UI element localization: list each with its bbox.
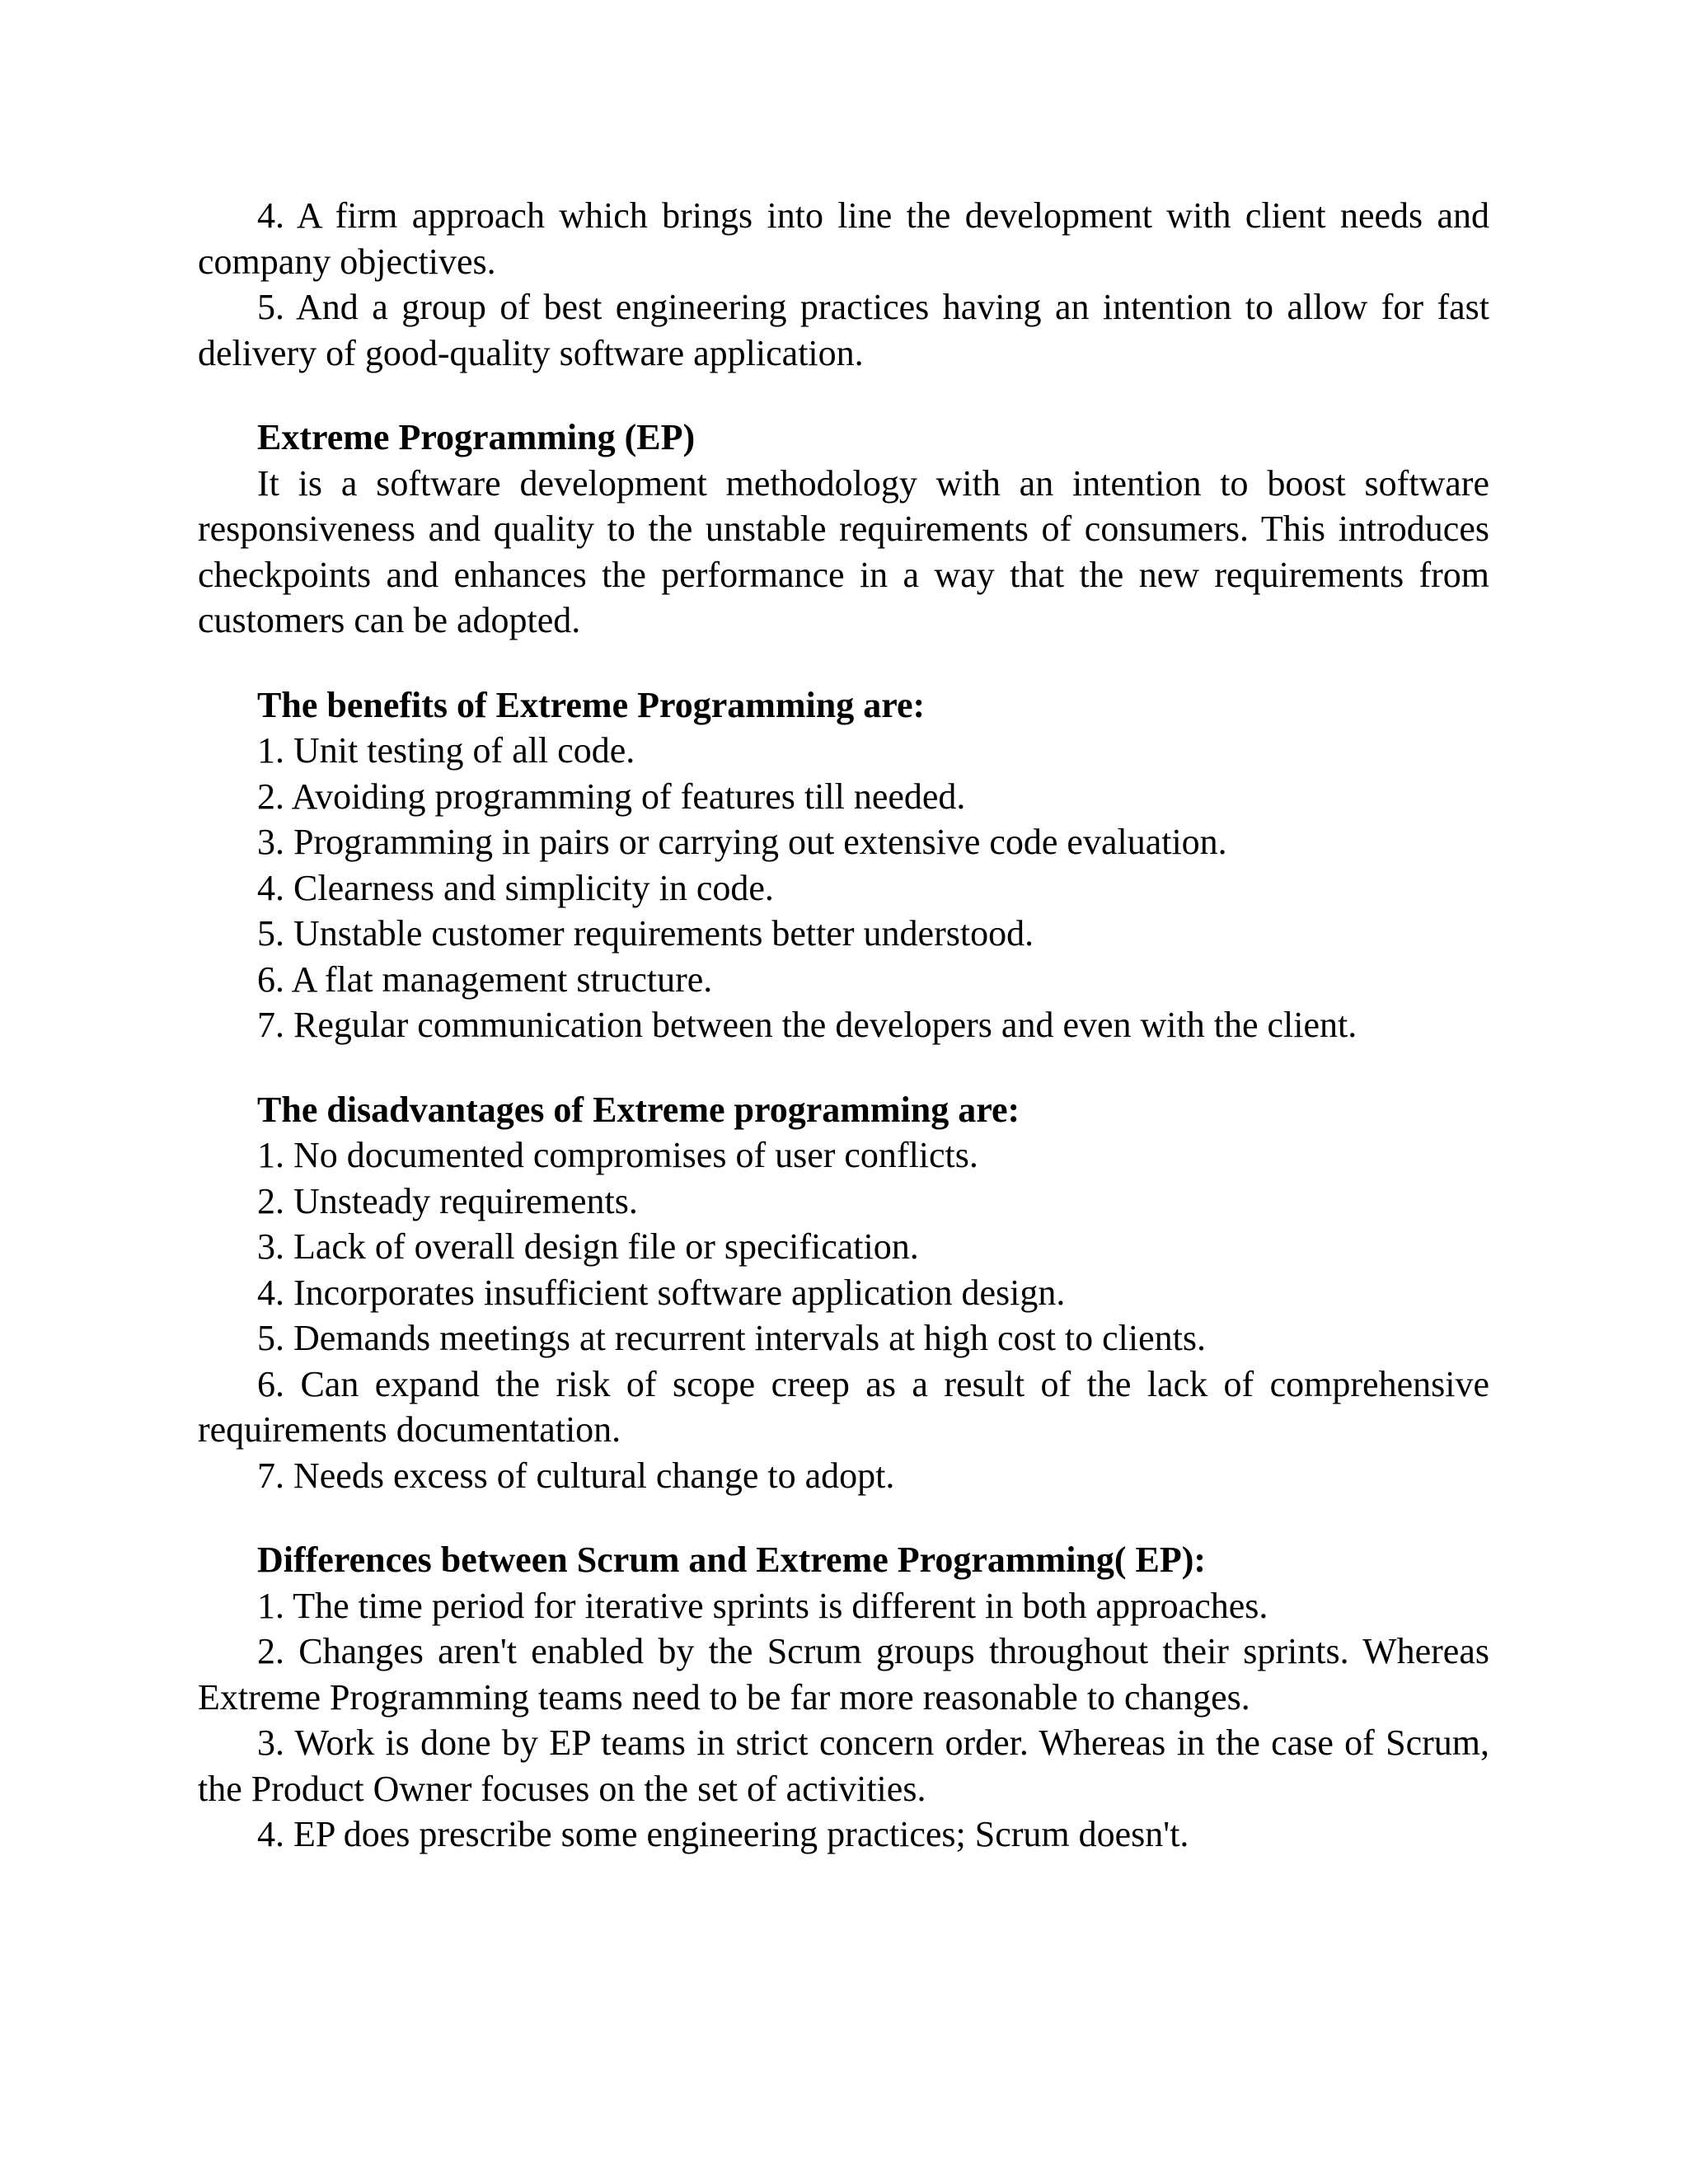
difference-item: 1. The time period for iterative sprints is different in both approaches.: [257, 1585, 1268, 1626]
benefit-item: 1. Unit testing of all code.: [257, 730, 635, 771]
intro-item: 5. And a group of best engineering practices having an intention to allow for fast delivery of good-quality software application.: [198, 287, 1489, 373]
benefit-item: 5. Unstable customer requirements better understood.: [257, 913, 1034, 954]
difference-item: 3. Work is done by EP teams in strict concern order. Whereas in the case of Scrum, the Product Owner focuses on the set of activities.: [198, 1722, 1489, 1809]
section-gap: [198, 1048, 1489, 1087]
ep-body: It is a software development methodology with an intention to boost software responsiveness and quality to the unstable requirements of consumers. This introduces checkpoints and enhances the performance in a way that the new requirements from customers can be adopted.: [198, 462, 1489, 640]
section-gap: [198, 1498, 1489, 1537]
section-gap: [198, 644, 1489, 682]
benefit-item: 2. Avoiding programming of features till needed.: [257, 776, 966, 817]
disadvantage-item: 3. Lack of overall design file or specification.: [257, 1226, 919, 1267]
disadvantage-item: 5. Demands meetings at recurrent intervals at high cost to clients.: [257, 1318, 1207, 1358]
disadvantage-item: 4. Incorporates insufficient software application design.: [257, 1272, 1066, 1313]
disadvantage-item: 7. Needs excess of cultural change to adopt.: [257, 1455, 895, 1496]
ep-heading: Extreme Programming (EP): [257, 417, 696, 457]
disadvantages-heading: The disadvantages of Extreme programming are:: [257, 1089, 1020, 1130]
benefits-heading: The benefits of Extreme Programming are:: [257, 684, 926, 725]
section-gap: [198, 376, 1489, 415]
benefit-item: 4. Clearness and simplicity in code.: [257, 867, 774, 908]
disadvantage-item: 2. Unsteady requirements.: [257, 1180, 638, 1221]
difference-item: 4. EP does prescribe some engineering practices; Scrum doesn't.: [257, 1814, 1189, 1854]
disadvantage-item: 6. Can expand the risk of scope creep as a result of the lack of comprehensive requirements documentation.: [198, 1363, 1489, 1450]
differences-heading: Differences between Scrum and Extreme Programming( EP):: [257, 1540, 1207, 1580]
difference-item: 2. Changes aren't enabled by the Scrum groups throughout their sprints. Whereas Extreme Programming teams need to be far more reasonable to changes.: [198, 1631, 1489, 1718]
intro-item: 4. A firm approach which brings into line the development with client needs and company objectives.: [198, 195, 1489, 282]
disadvantage-item: 1. No documented compromises of user conflicts.: [257, 1135, 978, 1175]
document-page: [198, 193, 1489, 1858]
benefit-item: 3. Programming in pairs or carrying out extensive code evaluation.: [257, 822, 1227, 862]
benefit-item: 7. Regular communication between the developers and even with the client.: [257, 1005, 1357, 1045]
benefit-item: 6. A flat management structure.: [257, 958, 713, 1000]
